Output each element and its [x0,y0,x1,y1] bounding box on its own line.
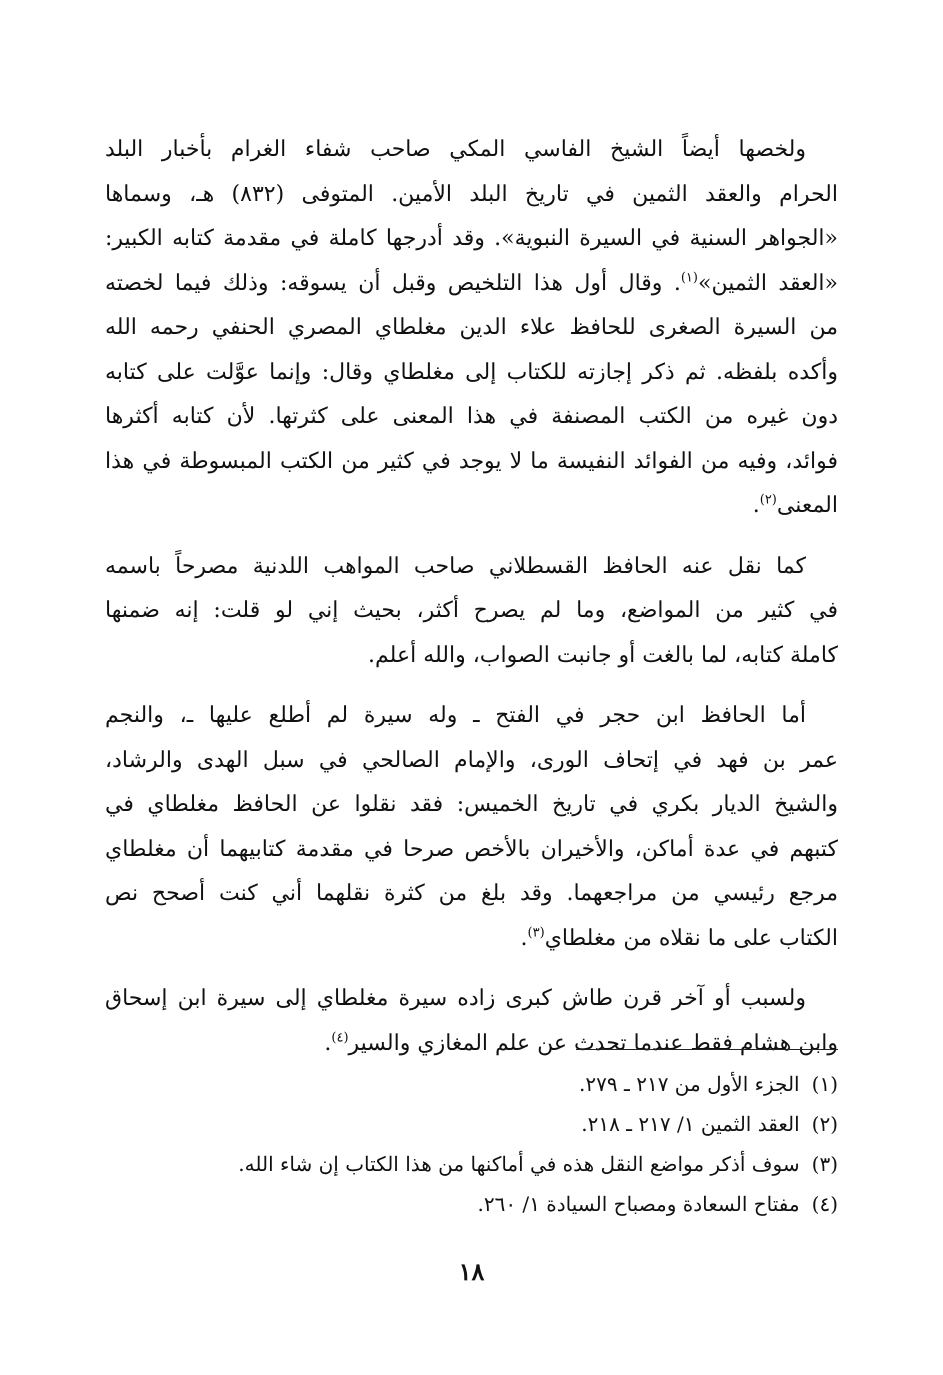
footnote-number: (٤) [811,1192,838,1216]
footnote-text: سوف أذكر مواضع النقل هذه في أماكنها من هذا الكتاب إن شاء الله. [238,1152,800,1176]
footnote-3 [105,1144,838,1184]
text-segment: . [520,925,528,951]
text-segment: . [324,1030,332,1056]
footnote-number: (١) [811,1072,838,1096]
text-line: دون غيره من الكتب المصنفة في هذا المعنى على كثرتها. لأن كتابه أكثرها [105,404,838,429]
text-line: في كثير من المواضع، وما لم يصرح أكثر، بحيث إني لو قلت: إنه ضمنها [105,598,838,623]
text-segment: . [752,493,760,518]
footnote-text: مفتاح السعادة ومصباح السيادة ١/ ٢٦٠. [477,1192,800,1216]
page-number: ١٨ [458,1257,485,1286]
text-line: عمر بن فهد في إتحاف الورى، والإمام الصالحي في سبل الهدى والرشاد، [105,747,838,773]
footnote-text: العقد الثمين ١/ ٢١٧ ـ ٢١٨. [581,1112,800,1136]
text-segment: وابن هشام فقط عندما تحدث عن علم المغازي والسير [348,1030,838,1056]
text-line: كاملة كتابه، لما بالغت أو جانبت الصواب، والله أعلم. [368,642,838,668]
paragraph-3 [105,694,838,961]
footnote-separator [576,1049,838,1050]
text-line: فوائد، وفيه من الفوائد النفيسة ما لا يوجد في كثير من الكتب المبسوطة في هذا [105,448,838,474]
text-line: «الجواهر السنية في السيرة النبوية». وقد أدرجها كاملة في مقدمة كتابه الكبير: [105,226,838,251]
text-segment: . وقال أول هذا التلخيص وقبل أن يسوقه: وذلك فيما لخصته [105,270,681,296]
footnote-number: (٣) [811,1152,838,1176]
text-line: ولسبب أو آخر قرن طاش كبرى زاده سيرة مغلطاي إلى سيرة ابن إسحاق [105,986,806,1011]
footnote-ref-3: (٣) [527,925,545,941]
text-line-with-footnote [105,1022,838,1067]
footnote-ref-2: (٢) [759,492,777,508]
footnote-ref-1: (١) [680,270,698,286]
paragraph-1 [105,128,838,529]
footnote-number: (٢) [811,1112,838,1136]
text-line: مرجع رئيسي من مراجعهما. وقد بلغ من كثرة نقلهما أني كنت أصحح نص [105,881,838,906]
text-line: الحرام والعقد الثمين في تاريخ البلد الأمين. المتوفى (٨٣٢) هـ، وسماها [105,181,838,207]
text-line: أما الحافظ ابن حجر في الفتح ـ وله سيرة لم أطلع عليها ـ، والنجم [105,703,806,728]
text-line: ولخصها أيضاً الشيخ الفاسي المكي صاحب شفاء الغرام بأخبار البلد [105,137,806,162]
text-line-with-footnote [105,484,838,529]
footnote-2 [105,1104,838,1144]
footnote-4 [105,1184,838,1224]
text-segment: «العقد الثمين» [697,270,838,296]
footnotes-list [105,1064,838,1224]
footnote-ref-4: (٤) [331,1030,349,1046]
footnote-text: الجزء الأول من ٢١٧ ـ ٢٧٩. [579,1072,800,1096]
paragraph-4 [105,977,838,1066]
text-line: من السيرة الصغرى للحافظ علاء الدين مغلطاي المصري الحنفي رحمه الله [105,315,838,340]
text-line: وأكده بلفظه. ثم ذكر إجازته للكتاب إلى مغلطاي وقال: وإنما عوَّلت على كتابه [105,359,838,385]
text-line: والشيخ الديار بكري في تاريخ الخميس: فقد نقلوا عن الحافظ مغلطاي في [105,792,838,817]
text-segment: الكتاب على ما نقلاه من مغلطاي [544,925,838,951]
text-segment: المعنى [776,493,838,518]
paragraph-2 [105,545,838,679]
text-line-with-footnote [105,262,838,307]
main-text [105,128,838,1082]
footnote-1 [105,1064,838,1104]
text-line-with-footnote [105,917,838,962]
text-line: كتبهم في عدة أماكن، والأخيران بالأخص صرحا في مقدمة كتابيهما أن مغلطاي [105,836,838,862]
text-line: كما نقل عنه الحافظ القسطلاني صاحب المواهب اللدنية مصرحاً باسمه [105,553,806,579]
